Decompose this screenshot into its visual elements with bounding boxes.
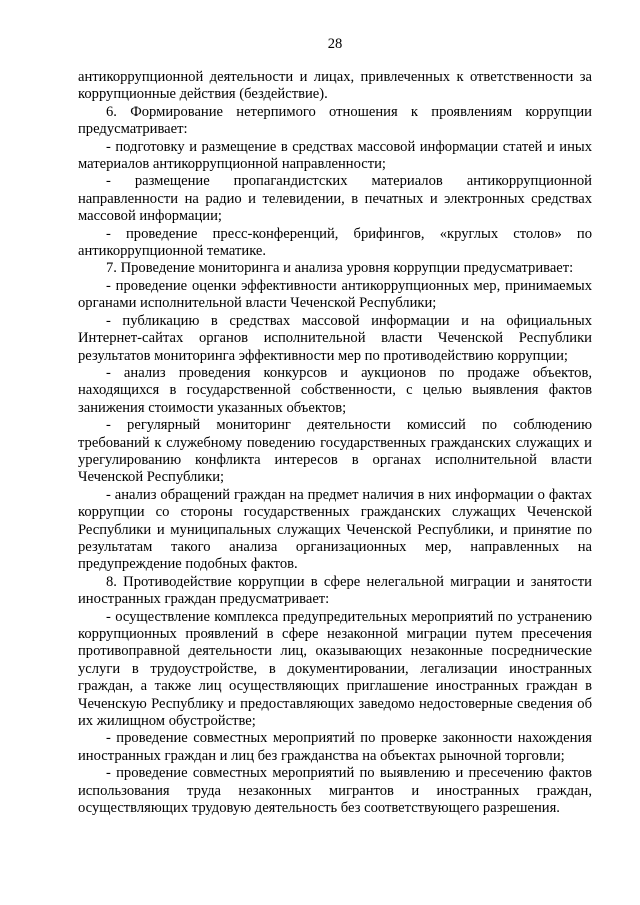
- paragraph: - размещение пропагандистских материалов антикоррупционной направленности на радио и телевидении, в печатных и электронных средствах массовой информации;: [78, 173, 592, 225]
- paragraph: антикоррупционной деятельности и лицах, привлеченных к ответственности за коррупционные действия (бездействие).: [78, 69, 592, 103]
- paragraph: 7. Проведение мониторинга и анализа уровня коррупции предусматривает:: [106, 260, 574, 277]
- paragraph: - осуществление комплекса предупредительных мероприятий по устранению коррупционных проявлений в сфере незаконной миграции путем пресечения противоправной деятельности лиц, оказывающих незаконные посреднические услуги в трудоустройстве, в документировании, легализации иностранных граждан, а также лиц осуществляющих приглашение иностранных граждан в Чеченскую Республику и предоставляющих заведомо недостоверные сведения об их жилищном обустройстве;: [78, 608, 592, 730]
- paragraph: 8. Противодействие коррупции в сфере нелегальной миграции и занятости иностранных граждан предусматривает:: [78, 573, 592, 608]
- paragraph: 6. Формирование нетерпимого отношения к проявлениям коррупции предусматривает:: [78, 103, 592, 138]
- paragraph: - анализ проведения конкурсов и аукционов по продаже объектов, находящихся в государственной собственности, с целью выявления фактов занижения стоимости указанных объектов;: [78, 364, 592, 416]
- paragraph: - регулярный мониторинг деятельности комиссий по соблюдению требований к служебному поведению государственных гражданских служащих и урегулированию конфликта интересов в органах исполнительной власти Чеченской Республики;: [78, 417, 592, 486]
- paragraph: - проведение пресс-конференций, брифингов, «круглых столов» по антикоррупционной тематике.: [78, 225, 592, 260]
- document-body: [78, 69, 592, 817]
- paragraph: - проведение совместных мероприятий по выявлению и пресечению фактов использования труда незаконных мигрантов и иностранных граждан, осуществляющих трудовую деятельность без соответствующего разрешения.: [78, 765, 592, 817]
- paragraph: - проведение оценки эффективности антикоррупционных мер, принимаемых органами исполнительной власти Чеченской Республики;: [78, 277, 592, 312]
- paragraph: - публикацию в средствах массовой информации и на официальных Интернет-сайтах органов исполнительной власти Чеченской Республики результатов мониторинга эффективности мер по противодействию коррупции;: [78, 312, 592, 364]
- page-number: 28: [327, 36, 343, 52]
- paragraph: - анализ обращений граждан на предмет наличия в них информации о фактах коррупции со стороны государственных гражданских служащих Чеченской Республики и муниципальных служащих Чеченской Республики, и принятие по результатам такого анализа организационных мер, направленных на предупреждение подобных фактов.: [78, 486, 592, 573]
- paragraph: - проведение совместных мероприятий по проверке законности нахождения иностранных граждан и лиц без гражданства на объектах рыночной торговли;: [78, 730, 592, 764]
- paragraph: - подготовку и размещение в средствах массовой информации статей и иных материалов антикоррупционной направленности;: [78, 138, 592, 173]
